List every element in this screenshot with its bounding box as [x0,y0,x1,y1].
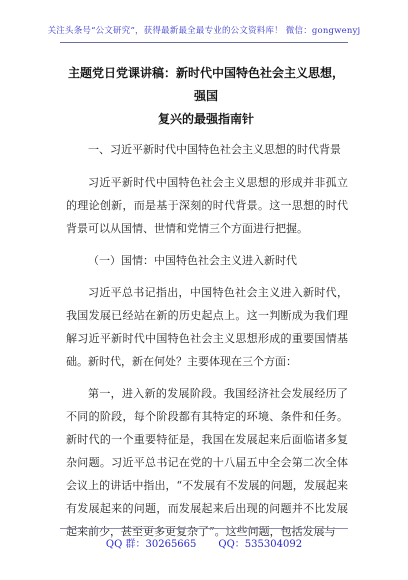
title-line-2: 复兴的最强指南针 [157,112,254,126]
footer-qq-group: QQ 群：30265665 [105,539,197,550]
header-divider [60,42,348,43]
paragraph-3: 第一，进入新的发展阶段。我国经济社会发展经历了不同的阶段，每个阶段都有其特定的环境、条件和任务。新时代的一个重要特征是，我国在发展起来后面临诸多复杂问题。习近平总书记在党的十八届五中全会第二次全体会议上的讲话中指出，“不发展有不发展的问题，发展起来有发展起来的问题，而发展起来后出现的问题并不比发展起来前少，甚至更多更复杂了”。这些问题，包括发展与 [66,387,348,538]
footer-contact [0,535,408,550]
title-line-1: 主题党日党课讲稿：新时代中国特色社会主义思想，强国 [67,66,344,103]
footer-qq: QQ：535304092 [218,539,303,550]
section-heading-1: 一、习近平新时代中国特色社会主义思想的时代背景 [88,143,341,156]
paragraph-2: 习近平总书记指出，中国特色社会主义进入新时代，我国发展已经站在新的历史起点上。这一判断成为我们理解习近平新时代中国特色社会主义思想形成的重要国情基础。新时代，新在何处？主要体现在三个方面： [66,286,348,368]
subsection-heading-1: （一）国情：中国特色社会主义进入新时代 [88,254,297,267]
footer-divider [60,528,348,529]
document-title [64,62,348,131]
document-body [66,138,348,543]
paragraph-1: 习近平新时代中国特色社会主义思想的形成并非孤立的理论创新，而是基于深刻的时代背景。这一思想的时代背景可以从国情、世情和党情三个方面进行把握。 [66,176,348,235]
header-note: 关注头条号“公文研究”，获得最新最全最专业的公文资料库！ 微信：gongwenyj [47,26,361,36]
